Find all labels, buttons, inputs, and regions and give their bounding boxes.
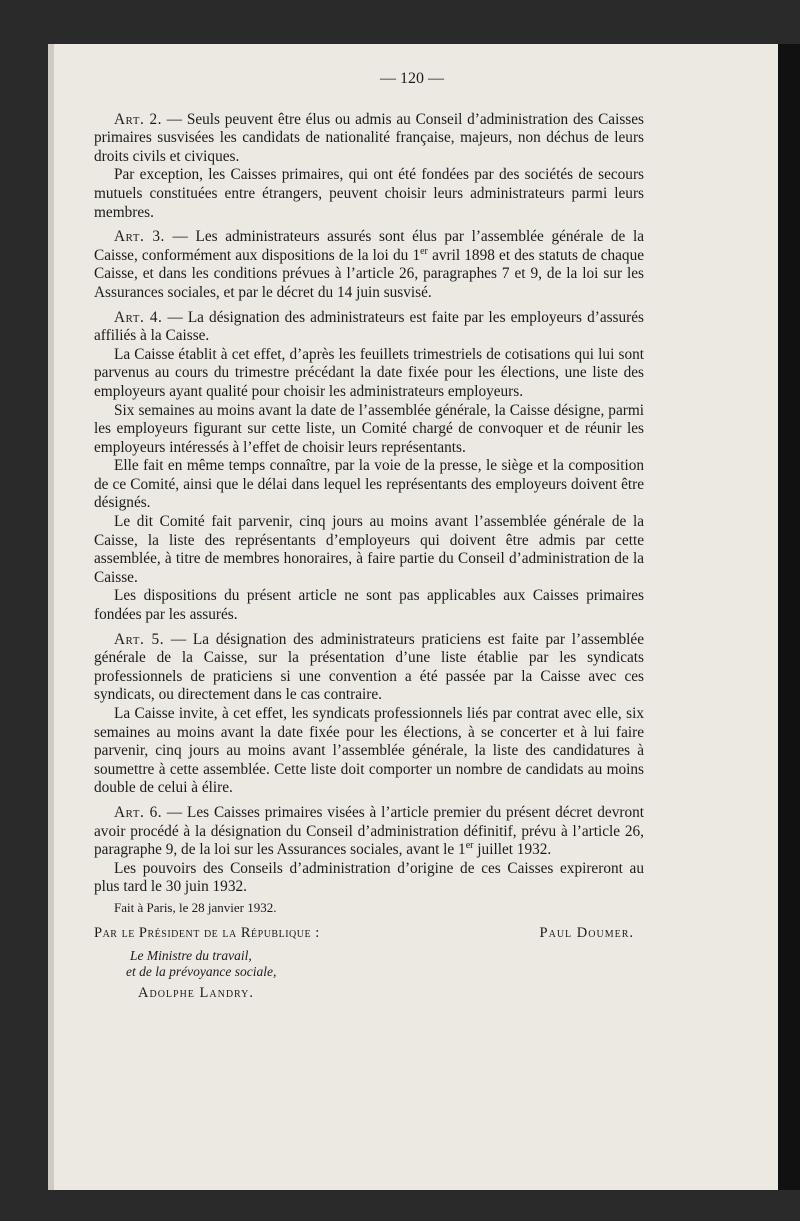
article-6 bbox=[94, 804, 644, 860]
minister-line-1: Le Ministre du travail, bbox=[130, 948, 252, 964]
president-name: Paul Doumer. bbox=[539, 924, 634, 941]
article-5 bbox=[94, 631, 644, 705]
paragraph: Six semaines au moins avant la date de l’assemblée générale, la Caisse désigne, parmi les employeurs figurant sur cette liste, un Comité chargé de convoquer et de réunir les employeurs intéressés à l’effet de choisir leurs représentants. bbox=[94, 401, 644, 456]
paragraph: Elle fait en même temps connaître, par la voie de la presse, le siège et la composition de ce Comité, ainsi que le délai dans lequel les représentants des employeurs doivent être désignés. bbox=[94, 457, 644, 512]
article-text: — Les Caisses primaires visées à l’article premier du présent décret devront avoir procédé à la désignation du Conseil d’administration définitif, prévu à l’article 26, paragraphe 9, de la loi sur les Assurances sociales, avant le 1 bbox=[94, 803, 644, 859]
article-3 bbox=[94, 228, 644, 302]
page-number: — 120 — bbox=[380, 70, 444, 87]
article-label: Art. 3. bbox=[114, 228, 165, 246]
minister-line-2: et de la prévoyance sociale, bbox=[126, 964, 277, 980]
paragraph: Les pouvoirs des Conseils d’administration d’origine de ces Caisses expireront au plus tard le 30 juin 1932. bbox=[94, 859, 644, 896]
paragraph: La Caisse établit à cet effet, d’après les feuillets trimestriels de cotisations qui lui sont parvenus au cours du trimestre précédant la date fixée pour les élections, une liste des employeurs ayant qualité pour choisir les administrateurs employeurs. bbox=[94, 345, 644, 400]
article-text: — Les administrateurs assurés sont élus par l’assemblée générale de la Caisse, conformément aux dispositions de la loi du 1 bbox=[94, 228, 645, 264]
article-text-cont: avril 1898 et des statuts de chaque Caisse, et dans les conditions prévues à l’article 26, paragraphes 7 et 9, de la loi sur les Assurances sociales, et par le décret du 14 juin susvisé. bbox=[94, 246, 645, 301]
article-label: Art. 4. bbox=[114, 308, 163, 326]
paragraph: Les dispositions du présent article ne sont pas applicables aux Caisses primaires fondées par les assurés. bbox=[94, 587, 644, 624]
president-line: Par le Président de la République : bbox=[94, 924, 320, 941]
paragraph: Le dit Comité fait parvenir, cinq jours au moins avant l’assemblée générale de la Caisse, la liste des représentants d’employeurs qui doivent être admis par cette assemblée, à titre de membres honoraires, à faire partie du Conseil d’administration de la Caisse. bbox=[94, 513, 644, 586]
article-text: — Seuls peuvent être élus ou admis au Conseil d’administration des Caisses primaires susvisées les candidats de nationalité française, majeurs, non déchus de leurs droits civils et civiques. bbox=[94, 110, 644, 165]
article-text-cont: juillet 1932. bbox=[473, 841, 552, 859]
article-label: Art. 2. bbox=[114, 110, 163, 128]
binding-edge bbox=[778, 44, 800, 1190]
article-text: — La désignation des administrateurs praticiens est faite par l’assemblée générale de la Caisse, sur la présentation d’une liste établie par les syndicats professionnels de praticiens si une convention a été passée par la Caisse avec ces syndicats, ou directement dans le cas contraire. bbox=[94, 630, 644, 704]
page-content bbox=[94, 70, 644, 1003]
date-line: Fait à Paris, le 28 janvier 1932. bbox=[114, 899, 277, 915]
article-2 bbox=[94, 111, 644, 167]
superscript: er bbox=[465, 840, 474, 852]
article-text: — La désignation des administrateurs est faite par les employeurs d’assurés affiliés à la Caisse. bbox=[94, 308, 644, 345]
minister-title bbox=[94, 948, 644, 980]
paragraph: La Caisse invite, à cet effet, les syndicats professionnels liés par contrat avec elle, six semaines au moins avant la date fixée pour les élections, à se concerter et à lui faire parvenir, cinq jours au moins avant l’assemblée générale, la liste des candidatures à soumettre à cette assemblée. Cette liste doit comporter un nombre de candidats au moins double de celui à élire. bbox=[94, 705, 644, 797]
superscript: er bbox=[420, 245, 428, 257]
signature-row bbox=[94, 924, 644, 943]
minister-name: Adolphe Landry. bbox=[138, 985, 255, 1002]
article-4 bbox=[94, 309, 644, 346]
article-label: Art. 5. bbox=[114, 630, 165, 648]
paragraph: Par exception, les Caisses primaires, qui ont été fondées par des sociétés de secours mutuels constituées entre étrangers, peuvent choisir leurs administrateurs parmi leurs membres. bbox=[94, 166, 644, 221]
article-label: Art. 6. bbox=[114, 803, 163, 821]
